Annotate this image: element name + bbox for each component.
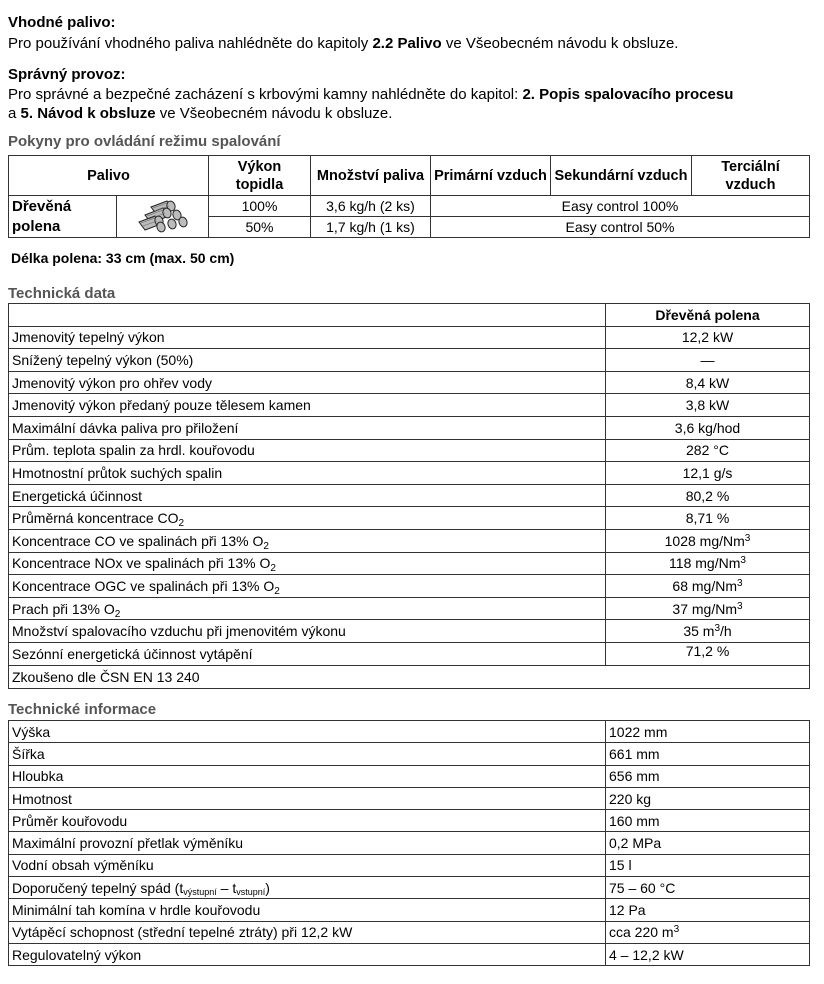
row-label: Prům. teplota spalin za hrdl. kouřovodu: [9, 439, 606, 462]
row-label: Prach při 13% $O_2$: [9, 597, 606, 620]
tech-data-header-row: [9, 304, 810, 327]
amount-cell: 1,7 kg/h (1 ks): [311, 217, 431, 238]
output-cell: 100%: [209, 196, 311, 217]
table-row: [9, 620, 810, 643]
header-output: Výkon topidla: [209, 156, 311, 196]
table-row: [9, 721, 810, 743]
output-cell: 50%: [209, 217, 311, 238]
row-label: Minimální tah komína v hrdle kouřovodu: [9, 899, 606, 921]
operation-heading: Správný provoz:: [8, 66, 126, 83]
header-fuel: Palivo: [9, 156, 209, 196]
row-label: Jmenovitý výkon pro ohřev vody: [9, 371, 606, 394]
table-row: [9, 416, 810, 439]
row-value: 68 mg/Nm$^3$: [606, 575, 810, 598]
table-row: [9, 462, 810, 485]
table-row: [9, 810, 810, 832]
row-label: Množství spalovacího vzduchu při jmenovitém výkonu: [9, 620, 606, 643]
row-value: 12,1 g/s: [606, 462, 810, 485]
row-label: Koncentrace NOx ve spalinách při 13% $O_2$: [9, 552, 606, 575]
table-row: [9, 787, 810, 809]
row-label: Snížený tepelný výkon (50%): [9, 349, 606, 372]
tech-info-section-title: Technické informace: [8, 701, 157, 718]
table-row: [9, 597, 810, 620]
table-row: [9, 439, 810, 462]
amount-cell: 3,6 kg/h (2 ks): [311, 196, 431, 217]
row-label: Koncentrace CO ve spalinách při 13% $O_2$: [9, 529, 606, 552]
empty-header-cell: [9, 304, 606, 327]
fuel-name: Dřevěná polena: [9, 196, 117, 238]
row-label: Výška: [9, 721, 606, 743]
row-value: 282 °C: [606, 439, 810, 462]
test-standard-row: [9, 665, 810, 688]
row-value: 35 $m^3/h$: [606, 620, 810, 643]
air-setting-cell: Easy control 50%: [431, 217, 810, 238]
row-value: 3,6 kg/hod: [606, 416, 810, 439]
table-row: [9, 854, 810, 876]
row-label: Sezónní energetická účinnost vytápění: [9, 642, 606, 665]
table-row: [9, 507, 810, 530]
row-label: Koncentrace OGC ve spalinách při 13% $O_2$: [9, 575, 606, 598]
row-label: Hmotnost: [9, 787, 606, 809]
row-label: Regulovatelný výkon: [9, 943, 606, 965]
row-value: 0,2 MPa: [606, 832, 810, 854]
row-value: 220 kg: [606, 787, 810, 809]
tech-data-section-title: Technická data: [8, 285, 116, 302]
row-label: Průměrná koncentrace $CO_2$: [9, 507, 606, 530]
log-length-note: Délka polena: 33 cm (max. 50 cm): [11, 250, 235, 266]
table-row: [9, 575, 810, 598]
row-label: Vodní obsah výměníku: [9, 854, 606, 876]
row-value: 3,8 kW: [606, 394, 810, 417]
table-row: [9, 394, 810, 417]
row-label: Hmotnostní průtok suchých spalin: [9, 462, 606, 485]
combustion-table: [8, 155, 810, 238]
row-value: 656 mm: [606, 765, 810, 787]
row-value: 661 mm: [606, 743, 810, 765]
table-row: [9, 921, 810, 943]
row-label: Jmenovitý tepelný výkon: [9, 326, 606, 349]
fuel-chapter-ref: 2.2 Palivo: [372, 35, 442, 52]
row-value: 71,2 %: [606, 642, 810, 665]
row-value: 37 mg/Nm$^3$: [606, 597, 810, 620]
row-value: 80,2 %: [606, 484, 810, 507]
table-row: [9, 196, 810, 217]
row-value: 118 mg/Nm$^3$: [606, 552, 810, 575]
row-label: Šířka: [9, 743, 606, 765]
tech-info-table: [8, 720, 810, 966]
table-row: [9, 832, 810, 854]
fuel-paragraph: Pro používání vhodného paliva nahlédněte do kapitoly 2.2 Palivo ve Všeobecném návodu k obsluze.: [8, 35, 679, 52]
row-value: 8,71 %: [606, 507, 810, 530]
fuel-heading: Vhodné palivo:: [8, 14, 116, 31]
operation-chapter-ref-2: 5. Návod k obsluze: [20, 105, 156, 122]
table-row: [9, 349, 810, 372]
table-row: [9, 899, 810, 921]
row-label: Jmenovitý výkon předaný pouze tělesem kamen: [9, 394, 606, 417]
row-label: Doporučený tepelný spád $(t_{výstupní} - t_{vstupní})$: [9, 877, 606, 899]
row-value: 12,2 kW: [606, 326, 810, 349]
row-value: 1022 mm: [606, 721, 810, 743]
row-label: Energetická účinnost: [9, 484, 606, 507]
row-label: Hloubka: [9, 765, 606, 787]
table-row: [9, 743, 810, 765]
row-label: Maximální provozní přetlak výměníku: [9, 832, 606, 854]
operation-paragraph-line1: Pro správné a bezpečné zacházení s krbovými kamny nahlédněte do kapitol: 2. Popis spalovacího procesu: [8, 86, 734, 103]
table-row: [9, 326, 810, 349]
header-amount: Množství paliva: [311, 156, 431, 196]
row-label: Vytápěcí schopnost (střední tepelné ztráty) při 12,2 kW: [9, 921, 606, 943]
header-tertiary-air: Terciální vzduch: [692, 156, 810, 196]
wood-logs-icon: [137, 199, 189, 235]
test-standard-note: Zkoušeno dle ČSN EN 13 240: [9, 665, 810, 688]
table-row: [9, 943, 810, 965]
combustion-section-title: Pokyny pro ovládání režimu spalování: [8, 133, 281, 150]
row-value: —: [606, 349, 810, 372]
table-row: [9, 877, 810, 899]
row-value: 15 l: [606, 854, 810, 876]
tech-data-table: [8, 303, 810, 689]
header-secondary-air: Sekundární vzduch: [551, 156, 692, 196]
table-row: [9, 484, 810, 507]
table-row: [9, 765, 810, 787]
row-value: 75 – 60 °C: [606, 877, 810, 899]
row-value: 160 mm: [606, 810, 810, 832]
table-row: [9, 371, 810, 394]
combustion-header-row: [9, 156, 810, 196]
row-value: 8,4 kW: [606, 371, 810, 394]
fuel-icon-cell: [117, 196, 209, 238]
row-value: cca 220 $m^3$: [606, 921, 810, 943]
row-value: 1028 mg/Nm$^3$: [606, 529, 810, 552]
operation-chapter-ref-1: 2. Popis spalovacího procesu: [522, 86, 734, 103]
row-value: 12 Pa: [606, 899, 810, 921]
row-value: 4 – 12,2 kW: [606, 943, 810, 965]
header-wood-logs: Dřevěná polena: [606, 304, 810, 327]
table-row: [9, 642, 810, 665]
air-setting-cell: Easy control 100%: [431, 196, 810, 217]
operation-paragraph-line2: a 5. Návod k obsluze ve Všeobecném návodu k obsluze.: [8, 105, 393, 122]
row-label: Maximální dávka paliva pro přiložení: [9, 416, 606, 439]
table-row: [9, 552, 810, 575]
header-primary-air: Primární vzduch: [431, 156, 551, 196]
table-row: [9, 529, 810, 552]
row-label: Průměr kouřovodu: [9, 810, 606, 832]
